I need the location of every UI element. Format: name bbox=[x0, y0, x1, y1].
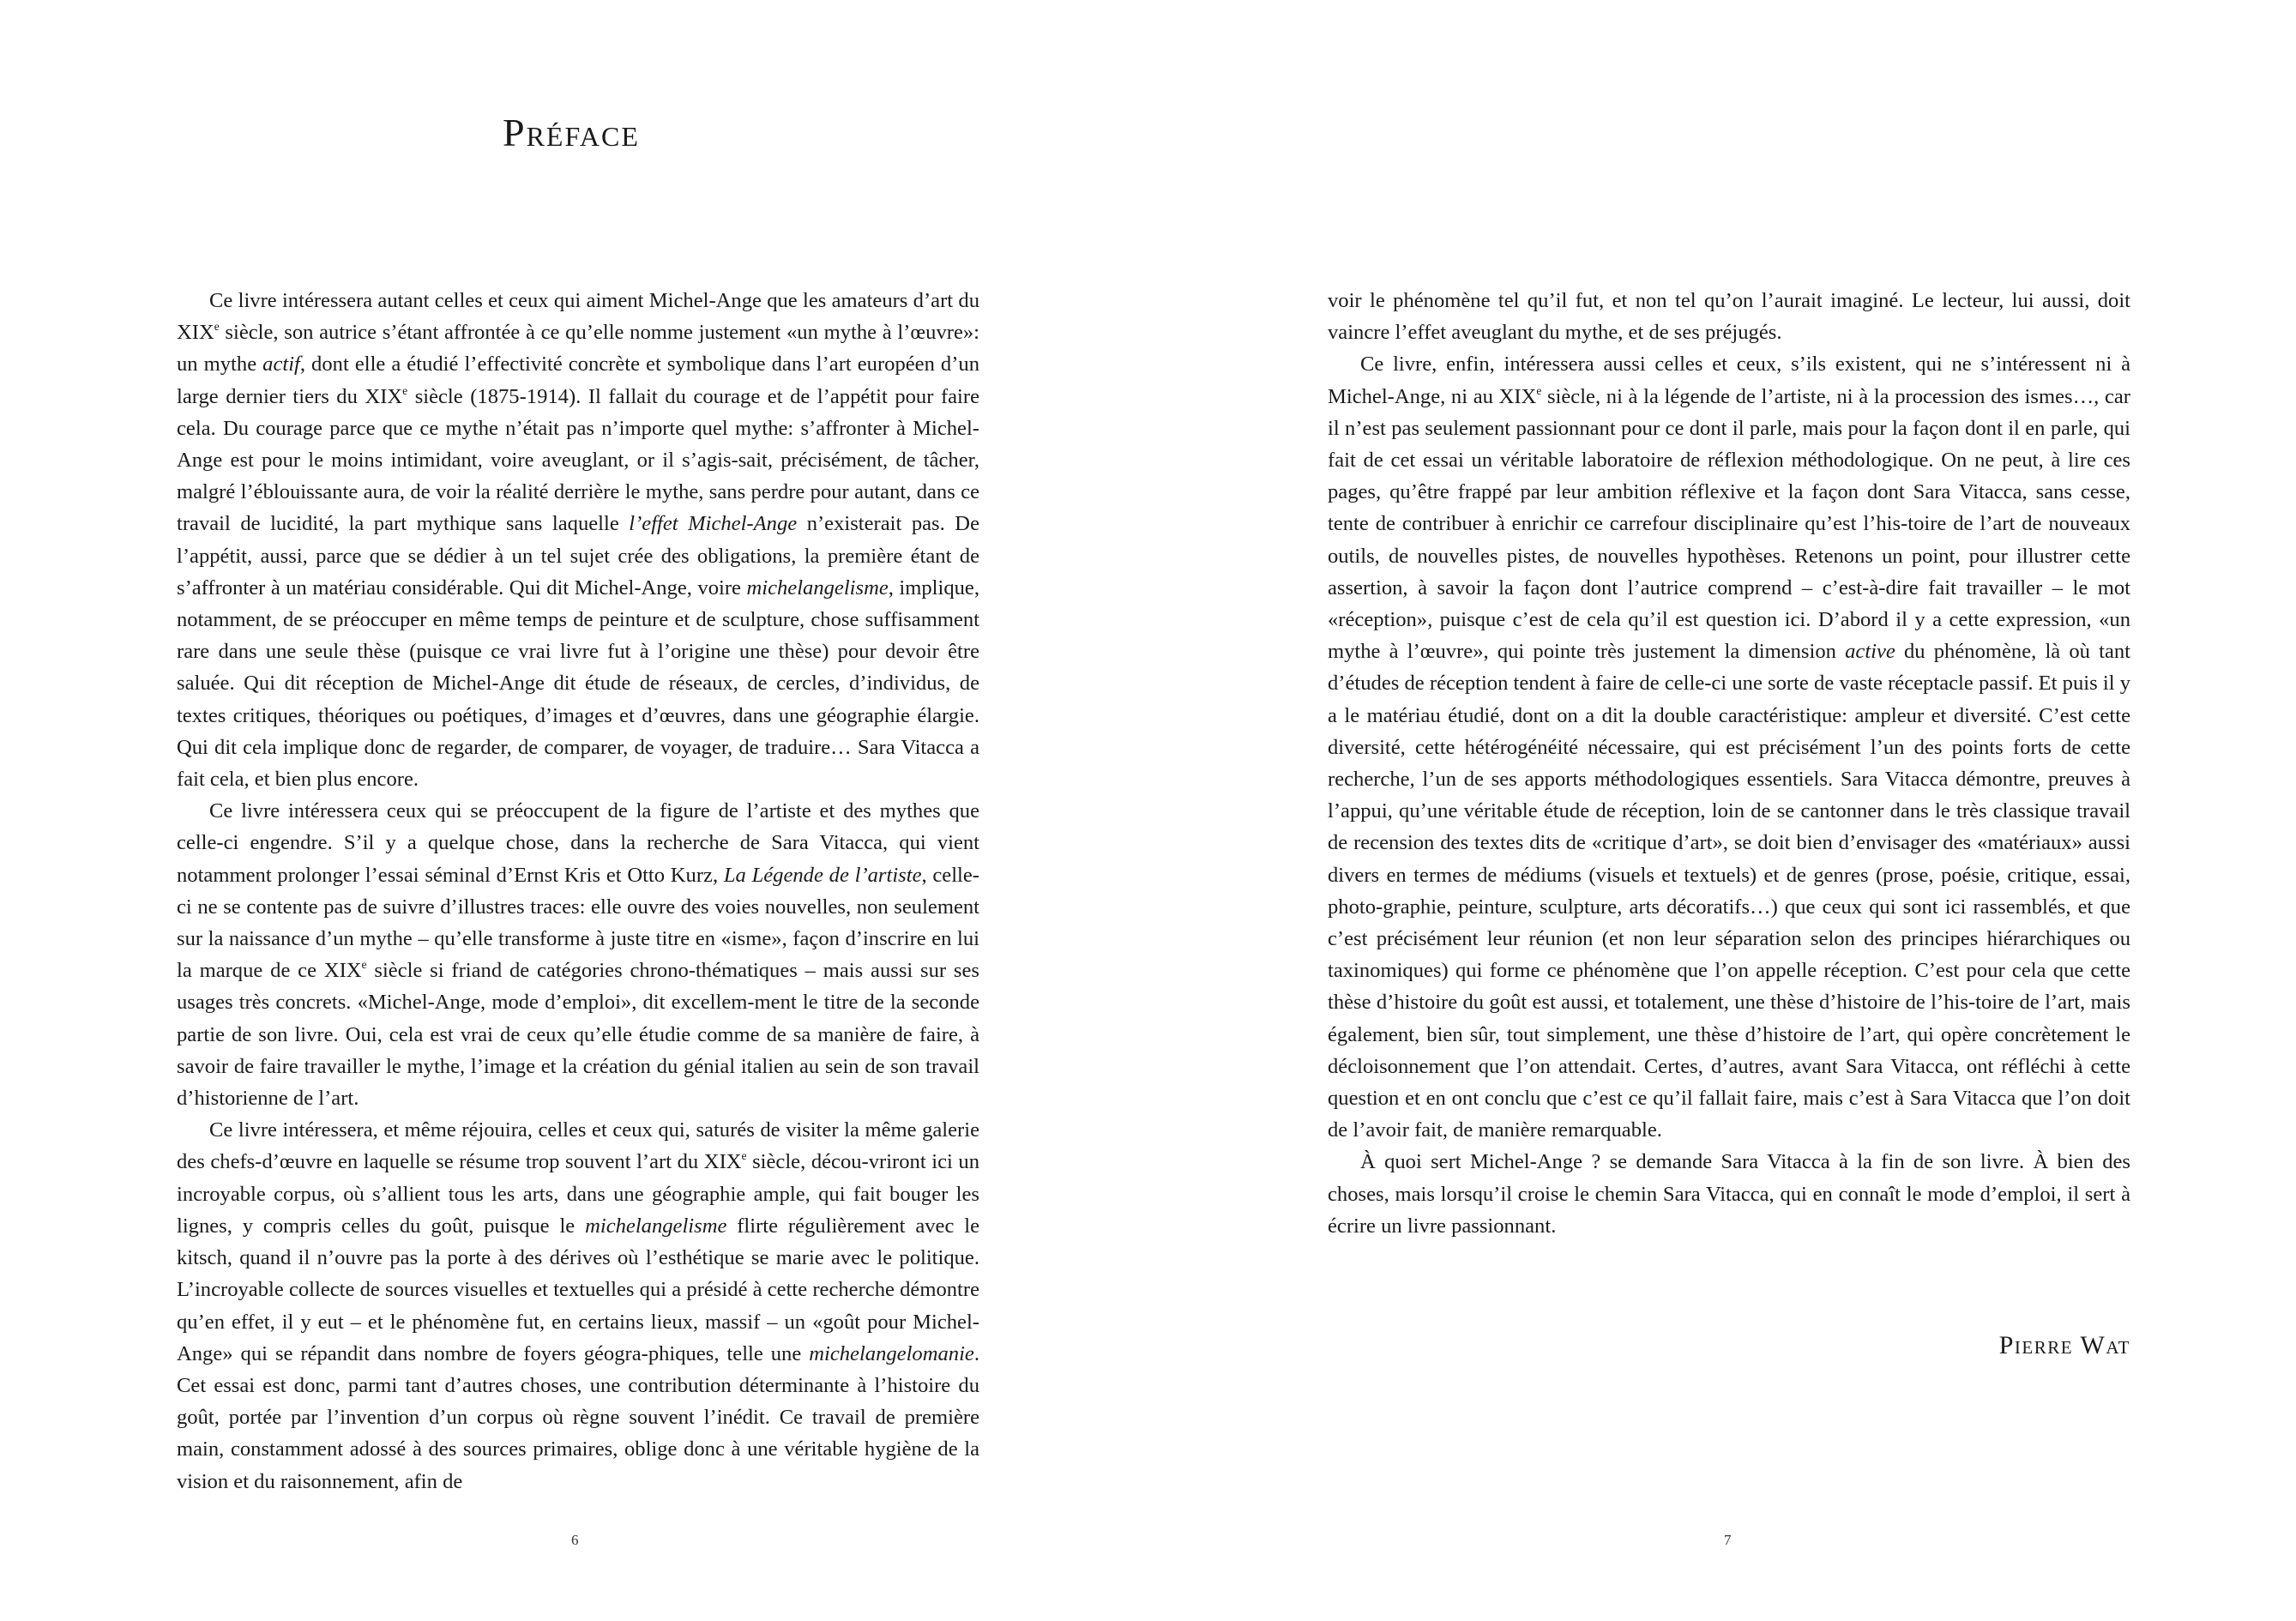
left-body-text bbox=[177, 285, 979, 1497]
superscript: e bbox=[741, 1149, 747, 1163]
italic-text: active bbox=[1845, 640, 1895, 664]
text-run: voir le phénomène tel qu’il fut, et non tel qu’on l’aurait imaginé. Le lecteur, lui aussi, doit vaincre l’effet aveuglant du mythe, et de ses préjugés. bbox=[1328, 289, 2130, 345]
text-run: , implique, notamment, de se préoccuper en même temps de peinture et de sculpture, chose suffisamment rare dans une seule thèse (puisque ce vrai livre fut à l’origine une thèse) pour devoir être saluée. Qui dit réception de Michel-Ange dit étude de réseaux, de cercles, d’individus, de textes critiques, théoriques ou poétiques, d’images et d’œuvres, dans une géographie élargie. Qui dit cela implique donc de regarder, de comparer, de voyager, de traduire… Sara Vitacca a fait cela, et bien plus encore. bbox=[177, 575, 979, 792]
paragraph bbox=[1328, 285, 2130, 348]
page-number-left: 6 bbox=[571, 1532, 579, 1548]
text-run: Ce livre intéressera ceux qui se préoccupent de la figure de l’artiste et des mythes que celle-ci engendre. S’il y a quelque chose, dans la recherche de Sara Vitacca, qui vient notamment prolonger l’essai séminal d’Ernst Kris et Otto Kurz, bbox=[177, 799, 979, 887]
text-run: Ce livre, enfin, intéressera aussi celles et ceux, s’ils existent, qui ne s’intéressent ni à Michel-Ange, ni au XIX bbox=[1328, 353, 2130, 408]
text-run: Ce livre intéressera, et même réjouira, celles et ceux qui, saturés de visiter la même galerie des chefs-d’œuvre en laquelle se résume trop souvent l’art du XIX bbox=[177, 1118, 979, 1174]
italic-text: michelangelisme bbox=[746, 575, 889, 600]
text-run: siècle, décou-vriront ici un incroyable corpus, où s’allient tous les arts, dans une géographie ample, qui fait bouger les lignes, y compris celles du goût, puisque le bbox=[177, 1150, 979, 1238]
text-run: siècle, son autrice s’étant affrontée à ce qu’elle nomme justement «un mythe à l’œuvre»: un mythe bbox=[177, 321, 979, 377]
right-body-text bbox=[1328, 285, 2130, 1242]
text-run: siècle si friand de catégories chrono-thématiques – mais aussi sur ses usages très concrets. «Michel-Ange, mode d’emploi», dit excellem-ment le titre de la seconde partie de son livre. Oui, cela est vrai de ceux qu’elle étudie comme de sa manière de faire, à savoir de faire travailler le mythe, l’image et la création du génial italien au sein de son travail d’historienne de l’art. bbox=[177, 959, 979, 1111]
text-run: du phénomène, là où tant d’études de réception tendent à faire de celle-ci une sorte de vaste réceptacle passif. Et puis il y a le matériau étudié, dont on a dit la double caractéristique: ampleur et diversité. C’est cette diversité, cette hétérogénéité nécessaire, qui est précisément l’un des points forts de cette recherche, l’un de ses apports méthodologiques essentiels. Sara Vitacca démontre, preuves à l’appui, qu’une véritable étude de réception, loin de se cantonner dans le très classique travail de recension des textes dits de «critique d’art», se doit bien d’envisager des «matériaux» aussi divers en termes de médiums (visuels et textuels) et de genres (prose, poésie, critique, essai, photo-graphie, peinture, sculpture, arts décoratifs…) que ceux qui sont ici rassemblés, et que c’est précisément leur réunion (et non leur séparation selon des principes hiérarchiques ou taxinomiques) qui forme ce phénomène que l’on appelle réception. C’est pour cela que cette thèse d’histoire du goût est aussi, et totalement, une thèse d’histoire de l’his-toire de l’art, mais également, bien sûr, tout simplement, une thèse d’histoire de l’art, qui opère concrètement le décloisonnement que l’on attendait. Certes, d’autres, avant Sara Vitacca, ont réfléchi à cette question et en ont conclu que c’est ce qu’il fallait faire, mais c’est à Sara Vitacca que l’on doit de l’avoir fait, de manière remarquable. bbox=[1328, 640, 2131, 1142]
right-page bbox=[1148, 0, 2296, 1621]
paragraph bbox=[177, 285, 979, 795]
paragraph bbox=[1328, 348, 2130, 1146]
author-signature: Pierre Wat bbox=[1998, 1331, 2130, 1359]
italic-text: l’effet Michel-Ange bbox=[629, 512, 798, 536]
superscript: e bbox=[361, 958, 367, 972]
text-run: À quoi sert Michel-Ange ? se demande Sara Vitacca à la fin de son livre. À bien des choses, mais lorsqu’il croise le chemin Sara Vitacca, qui en connaît le mode d’emploi, il sert à écrire un livre passionnant. bbox=[1328, 1150, 2130, 1238]
superscript: e bbox=[1536, 383, 1542, 397]
italic-text: La Légende de l’artiste bbox=[723, 863, 922, 887]
text-run: , dont elle a étudié l’effectivité concrète et symbolique dans l’art européen d’un large dernier tiers du XIX bbox=[177, 353, 980, 408]
page-title: Préface bbox=[503, 111, 640, 154]
paragraph bbox=[177, 1114, 979, 1497]
italic-text: michelangelomanie bbox=[809, 1341, 974, 1365]
paragraph bbox=[1328, 1146, 2130, 1242]
italic-text: michelangelisme bbox=[585, 1214, 727, 1238]
text-run: n’existerait pas. De l’appétit, aussi, parce que se dédier à un tel sujet crée des obligations, la première étant de s’affronter à un matériau considérable. Qui dit Michel-Ange, voire bbox=[177, 512, 979, 600]
paragraph bbox=[177, 795, 979, 1114]
text-run: , celle-ci ne se contente pas de suivre d’illustres traces: elle ouvre des voies nouvelles, non seulement sur la naissance d’un mythe – qu’elle transforme à juste titre en «isme», façon d’inscrire en lui la marque de ce XIX bbox=[177, 863, 979, 983]
text-run: flirte régulièrement avec le kitsch, quand il n’ouvre pas la porte à des dérives où l’esthétique se marie avec le politique. L’incroyable collecte de sources visuelles et textuelles qui a présidé à cette recherche démontre qu’en effet, il y eut – et le phénomène fut, en certains lieux, massif – un «goût pour Michel-Ange» qui se répandit dans nombre de foyers géogra-phiques, telle une bbox=[177, 1214, 979, 1365]
italic-text: actif bbox=[262, 353, 300, 377]
text-run: siècle, ni à la légende de l’artiste, ni à la procession des ismes…, car il n’est pas seulement passionnant pour ce dont il parle, mais pour la façon dont il en parle, qui fait de cet essai un véritable laboratoire de réflexion méthodologique. On ne peut, à lire ces pages, qu’être frappé par leur ambition réflexive et la façon dont Sara Vitacca, sans cesse, tente de contribuer à enrichir ce carrefour disciplinaire qu’est l’his-toire de l’art de nouveaux outils, de nouvelles pistes, de nouvelles hypothèses. Retenons un point, pour illustrer cette assertion, à savoir la façon dont l’autrice comprend – c’est-à-dire fait travailler – le mot «réception», puisque c’est de cela qu’il est question ici. D’abord il y a cette expression, «un mythe à l’œuvre», qui pointe très justement la dimension bbox=[1328, 384, 2130, 664]
superscript: e bbox=[214, 320, 220, 334]
text-run: Ce livre intéressera autant celles et ceux qui aiment Michel-Ange que les amateurs d’art du XIX bbox=[177, 289, 979, 345]
text-run: siècle (1875-1914). Il fallait du courage et de l’appétit pour faire cela. Du courage parce que ce mythe n’était pas n’importe quel mythe: s’affronter à Michel-Ange est pour le moins intimidant, voire aveuglant, or il s’agis-sait, précisément, de tâcher, malgré l’éblouissante aura, de voir la réalité derrière le mythe, sans perdre pour autant, dans ce travail de lucidité, la part mythique sans laquelle bbox=[177, 384, 979, 536]
page-number-right: 7 bbox=[1724, 1532, 1732, 1548]
superscript: e bbox=[402, 383, 408, 397]
text-run: . Cet essai est donc, parmi tant d’autres choses, une contribution déterminante à l’histoire du goût, portée par l’invention d’un corpus où règne souvent l’inédit. Ce travail de première main, constamment adossé à des sources primaires, oblige donc à une véritable hygiène de la vision et du raisonnement, afin de bbox=[177, 1341, 979, 1493]
